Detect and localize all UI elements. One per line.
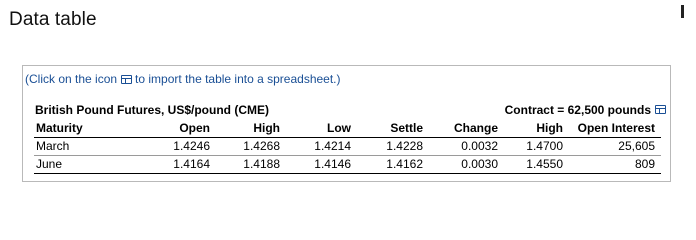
table-cell: 1.4268 <box>213 137 283 155</box>
table-cell: 1.4228 <box>354 137 426 155</box>
header-row <box>34 119 661 137</box>
import-note-suffix: to import the table into a spreadsheet.) <box>135 72 341 86</box>
column-header-settle: Settle <box>354 119 426 137</box>
column-header-lifetime-high: High <box>501 119 569 137</box>
table-row <box>34 137 661 155</box>
spreadsheet-icon[interactable] <box>121 75 132 84</box>
column-header-high: High <box>213 119 283 137</box>
table-cell: 0.0030 <box>426 155 501 173</box>
table-cell: 1.4246 <box>130 137 213 155</box>
table-cell: 1.4550 <box>501 155 569 173</box>
table-caption: British Pound Futures, US$/pound (CME) <box>35 103 269 117</box>
table-cell: 25,605 <box>569 137 661 155</box>
table-cell: 1.4188 <box>213 155 283 173</box>
table-cell: 809 <box>569 155 661 173</box>
futures-table <box>34 119 661 174</box>
table-cell: 1.4162 <box>354 155 426 173</box>
import-note-prefix: (Click on the icon <box>25 72 118 86</box>
column-header-open: Open <box>130 119 213 137</box>
column-header-change: Change <box>426 119 501 137</box>
table-cell: 0.0032 <box>426 137 501 155</box>
spreadsheet-icon[interactable] <box>655 105 666 114</box>
table-cell: 1.4214 <box>283 137 354 155</box>
table-cell: 1.4146 <box>283 155 354 173</box>
table-cell: 1.4700 <box>501 137 569 155</box>
column-header-open-interest: Open Interest <box>569 119 661 137</box>
column-header-low: Low <box>283 119 354 137</box>
minimize-button[interactable] <box>681 5 684 18</box>
column-header-maturity: Maturity <box>34 119 130 137</box>
table-cell: June <box>34 155 130 173</box>
import-note <box>25 72 341 86</box>
table-row <box>34 155 661 173</box>
contract-size: Contract = 62,500 pounds <box>504 103 651 117</box>
table-cell: March <box>34 137 130 155</box>
window-title: Data table <box>9 9 97 30</box>
table-cell: 1.4164 <box>130 155 213 173</box>
